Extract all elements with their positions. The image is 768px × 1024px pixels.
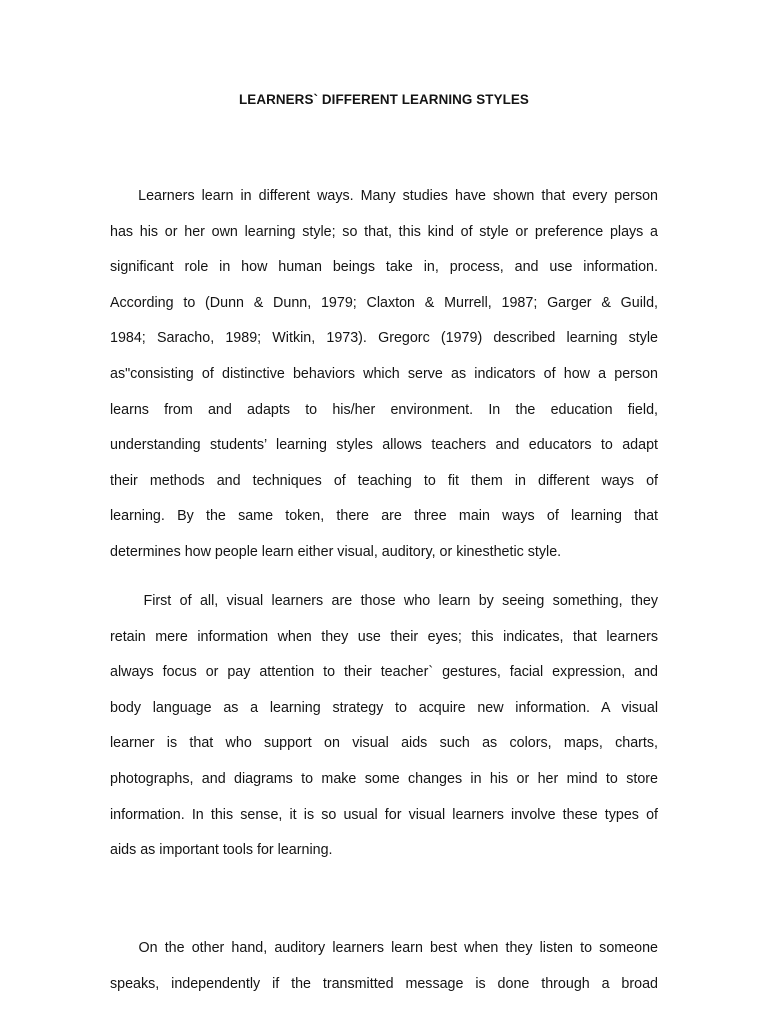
text-line: as"consisting of distinctive behaviors which serve as indicators of how a person [110,365,658,382]
text-line: their methods and techniques of teaching to fit them in different ways of [110,472,658,489]
text-line: always focus or pay attention to their teacher` gestures, facial expression, and [110,664,658,681]
paragraph-visual-learners [110,584,658,869]
text-line: Learners learn in different ways. Many studies have shown that every person [110,188,658,204]
text-line: speaks, independently if the transmitted message is done through a broad [110,975,658,992]
text-line: information. In this sense, it is so usual for visual learners involve these types of [110,806,658,823]
text-line: learning. By the same token, there are three main ways of learning that [110,508,658,525]
text-line: photographs, and diagrams to make some changes in his or her mind to store [110,770,658,787]
text-line: First of all, visual learners are those who learn by seeing something, they [110,593,658,609]
text-line: learner is that who support on visual aids such as colors, maps, charts, [110,735,658,752]
document-title: LEARNERS` DIFFERENT LEARNING STYLES [239,92,529,107]
paragraph-auditory-learners [110,931,658,1002]
text-line: determines how people learn either visual, auditory, or kinesthetic style. [110,543,562,560]
paragraph-intro [110,179,658,571]
text-line: learns from and adapts to his/her environment. In the education field, [110,401,658,418]
text-line: According to (Dunn & Dunn, 1979; Claxton & Murrell, 1987; Garger & Guild, [110,294,658,311]
text-line: On the other hand, auditory learners learn best when they listen to someone [110,940,658,956]
text-line: understanding students’ learning styles allows teachers and educators to adapt [110,437,658,454]
text-line: 1984; Saracho, 1989; Witkin, 1973). Gregorc (1979) described learning style [110,330,658,347]
text-line: has his or her own learning style; so that, this kind of style or preference plays a [110,223,658,240]
text-line: body language as a learning strategy to acquire new information. A visual [110,699,658,716]
text-line: aids as important tools for learning. [110,842,333,859]
text-line: retain mere information when they use their eyes; this indicates, that learners [110,628,658,645]
text-line: significant role in how human beings take in, process, and use information. [110,259,658,276]
